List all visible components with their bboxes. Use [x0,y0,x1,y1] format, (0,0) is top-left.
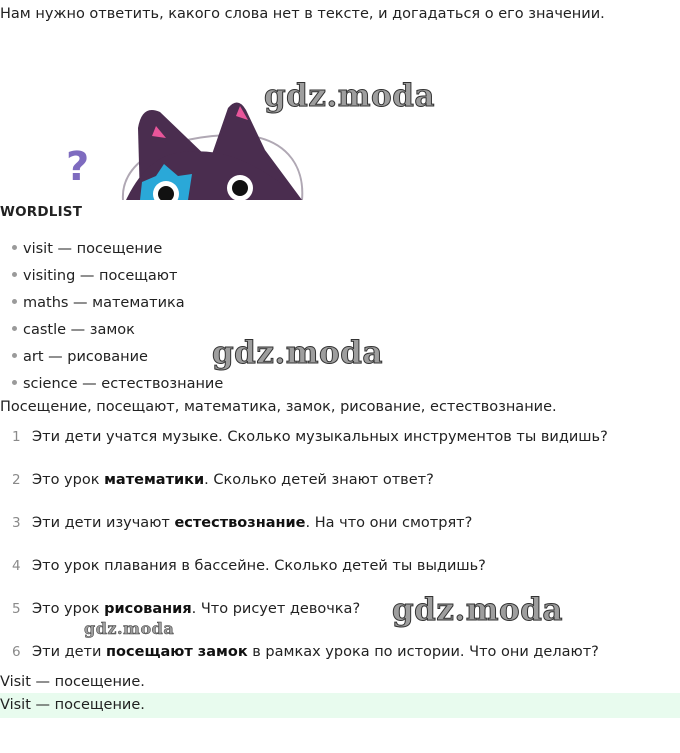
question-number: 6 [12,644,21,660]
question-keyword: математики [104,472,205,488]
wordlist-title: WORDLIST [0,204,83,220]
wordlist-item [12,290,223,317]
question-text-part: Это урок плавания в бассейне. Сколько детей ты выдишь? [32,558,486,574]
question-text-part: Это урок [32,601,105,617]
bullet-icon [12,380,17,385]
question-mark-icon: ? [66,144,90,190]
bullet-icon [12,245,17,250]
question-item [12,469,608,512]
wordlist-item [12,317,223,344]
question-text-part: Это урок [32,472,105,488]
question-text-part: . Что рисует девочка? [191,601,361,617]
question-number: 1 [12,429,21,445]
question-text-part: Эти дети учатся музыке. Сколько музыкальных инструментов ты видишь? [32,429,608,445]
question-text [32,601,360,617]
wordlist-item [12,236,223,263]
watermark: gdz.moda [264,78,435,114]
question-keyword: посещают замок [106,644,248,660]
bullet-icon [12,299,17,304]
answer-text: Visit — посещение. [0,674,145,690]
intro-text: Нам нужно ответить, какого слова нет в тексте, и догадаться о его значении. [0,6,605,22]
question-text-part: Эти дети изучают [32,515,175,531]
question-text-part: в рамках урока по истории. Что они делают? [247,644,599,660]
question-text [32,515,472,531]
wordlist-item-label: visiting — посещают [23,268,178,284]
question-text-part: . Сколько детей знают ответ? [204,472,434,488]
bullet-icon [12,272,17,277]
watermark: gdz.moda [84,619,175,638]
wordlist-item [12,371,223,398]
question-item [12,426,608,469]
question-list [12,426,608,684]
question-number: 4 [12,558,21,574]
question-keyword: рисования [104,601,192,617]
summary-text: Посещение, посещают, математика, замок, рисование, естествознание. [0,399,557,415]
wordlist-item-label: science — естествознание [23,376,224,392]
question-number: 3 [12,515,21,531]
question-number: 2 [12,472,21,488]
question-number: 5 [12,601,21,617]
bullet-icon [12,326,17,331]
question-item [12,512,608,555]
cat-pupil-right [232,180,248,196]
wordlist-item-label: castle — замок [23,322,135,338]
wordlist-item-label: art — рисование [23,349,148,365]
question-keyword: естествознание [174,515,306,531]
question-text [32,644,599,660]
question-text [32,558,486,574]
answer-highlighted: Visit — посещение. [0,693,680,718]
watermark: gdz.moda [212,335,383,371]
wordlist-item [12,344,223,371]
question-text [32,429,608,445]
wordlist [12,236,223,398]
question-text-part: Эти дети [32,644,107,660]
question-text [32,472,434,488]
wordlist-item-label: maths — математика [23,295,185,311]
wordlist-item [12,263,223,290]
question-text-part: . На что они смотрят? [305,515,473,531]
bullet-icon [12,353,17,358]
wordlist-item-label: visit — посещение [23,241,163,257]
watermark: gdz.moda [392,592,563,628]
